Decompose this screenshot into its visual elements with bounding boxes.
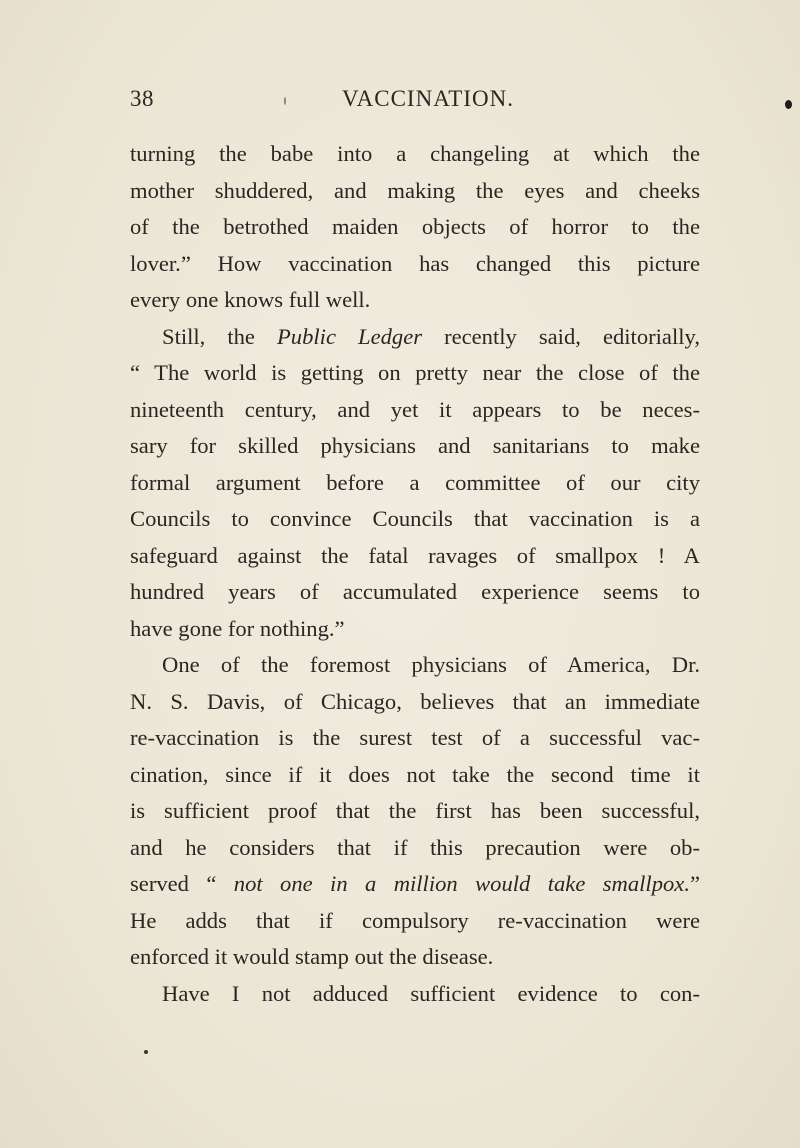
text-segment: turning the babe into a changeling at which the: [130, 141, 700, 166]
text-line: [130, 428, 700, 465]
text-line: [130, 647, 700, 684]
text-segment: ”: [689, 871, 700, 896]
text-segment: cination, since if it does not take the second time it: [130, 761, 700, 787]
text-line: [130, 209, 700, 246]
text-segment: Councils to convince Councils that vaccination is a: [130, 506, 700, 531]
text-segment: is sufficient proof that the first has been successful,: [130, 798, 700, 823]
text-line: [130, 720, 700, 757]
text-segment: enforced it would stamp out the disease.: [130, 944, 494, 969]
ink-mark: [284, 97, 286, 105]
text-segment: sary for skilled physicians and sanitarians to make: [130, 433, 700, 458]
text-line: [130, 136, 700, 173]
running-title: VACCINATION.: [342, 86, 514, 111]
text-line: [130, 355, 700, 392]
text-line: [130, 319, 700, 356]
text-line: [130, 282, 700, 319]
text-line: [130, 465, 700, 502]
text-line: [130, 501, 700, 538]
text-segment: mother shuddered, and making the eyes and cheeks: [130, 177, 700, 203]
text-line: [130, 392, 700, 429]
ink-speck-bottom: [144, 1050, 148, 1054]
text-segment: served “: [130, 871, 234, 896]
text-segment: every one knows full well.: [130, 287, 371, 312]
text-segment: re-vaccination is the surest test of a successful vac-: [130, 725, 700, 750]
text-segment: recently said, editorially,: [422, 323, 700, 349]
text-segment: hundred years of accumulated experience seems to: [130, 579, 700, 604]
ink-speck: [785, 100, 792, 109]
body-text: [130, 136, 700, 1012]
text-line: [130, 538, 700, 575]
text-line: [130, 684, 700, 721]
text-segment: nineteenth century, and yet it appears to be neces-: [130, 396, 700, 422]
text-segment: lover.” How vaccination has changed this picture: [130, 250, 700, 276]
text-line: [130, 574, 700, 611]
text-line: [130, 757, 700, 794]
page-number: 38: [130, 86, 154, 111]
text-segment: safeguard against the fatal ravages of smallpox ! A: [130, 542, 700, 568]
text-segment: Have I not adduced sufficient evidence to con-: [162, 980, 700, 1006]
italic-text: Public Ledger: [277, 323, 423, 349]
text-segment: and he considers that if this precaution were ob-: [130, 834, 700, 860]
text-segment: Still, the: [162, 323, 277, 349]
running-head: [130, 86, 700, 120]
text-segment: formal argument before a committee of our city: [130, 469, 700, 495]
text-line: [130, 830, 700, 867]
text-segment: N. S. Davis, of Chicago, believes that an immediate: [130, 688, 700, 714]
text-segment: have gone for nothing.”: [130, 615, 345, 641]
text-segment: of the betrothed maiden objects of horror to the: [130, 214, 700, 239]
text-line: [130, 903, 700, 940]
text-line: [130, 793, 700, 830]
text-line: [130, 173, 700, 210]
text-segment: One of the foremost physicians of America, Dr.: [162, 652, 700, 677]
text-line: [130, 976, 700, 1013]
text-segment: He adds that if compulsory re-vaccination were: [130, 907, 700, 933]
text-segment: “ The world is getting on pretty near the close of the: [130, 360, 700, 385]
italic-text: not one in a million would take smallpox.: [233, 871, 690, 896]
text-line: [130, 939, 700, 976]
text-line: [130, 866, 700, 903]
text-line: [130, 246, 700, 283]
text-line: [130, 611, 700, 648]
